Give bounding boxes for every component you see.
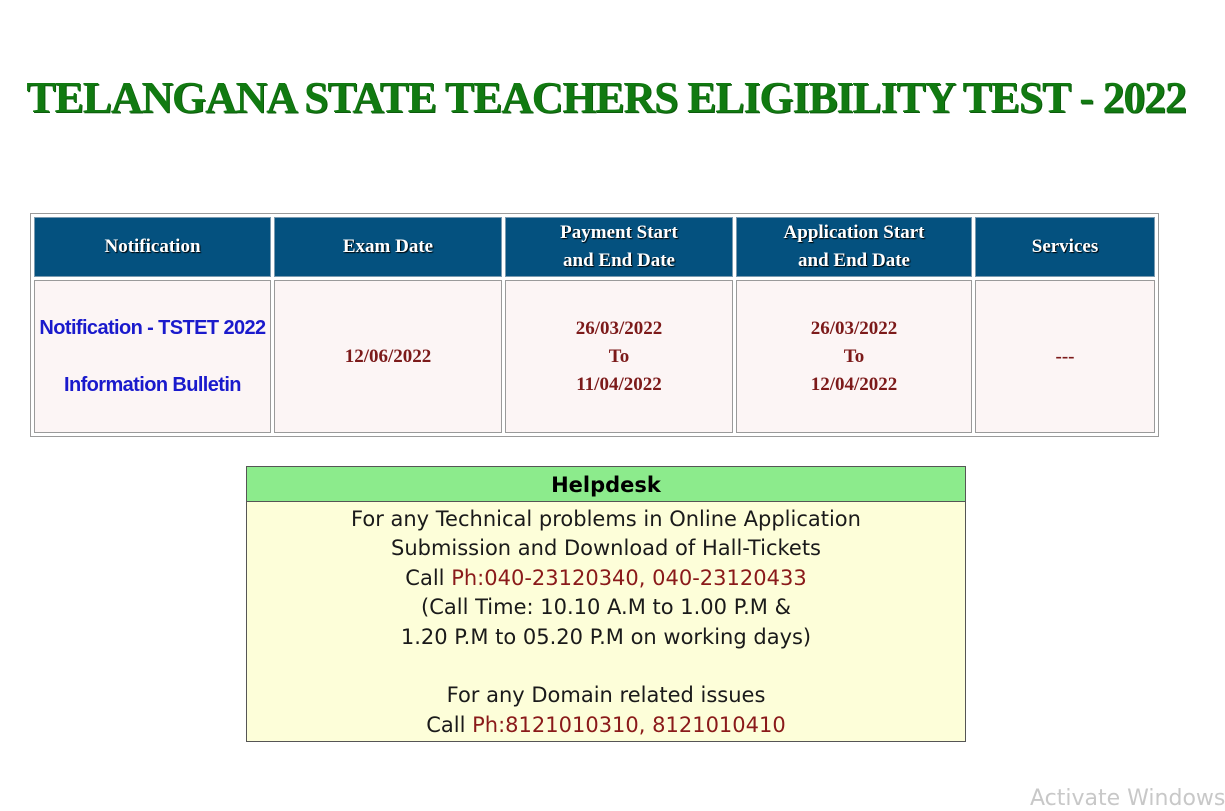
exam-date-value: 12/06/2022 (344, 345, 432, 367)
information-bulletin-link[interactable]: Information Bulletin (64, 374, 241, 396)
header-payment-line1: Payment Start (560, 222, 678, 243)
header-application-dates (736, 217, 972, 277)
activate-windows-watermark: Activate Windows (1030, 786, 1225, 811)
helpdesk-title: Helpdesk (247, 467, 965, 502)
payment-to-label: To (608, 345, 630, 367)
schedule-table (30, 213, 1159, 437)
helpdesk-line-domain: For any Domain related issues (446, 683, 766, 708)
technical-phone-numbers: Ph:040-23120340, 040-23120433 (451, 565, 807, 590)
notification-cell (34, 280, 271, 433)
services-cell (975, 280, 1155, 433)
payment-end-date: 11/04/2022 (576, 373, 662, 395)
header-exam-date (274, 217, 502, 277)
helpdesk-line-submission: Submission and Download of Hall-Tickets (390, 536, 822, 561)
helpdesk-body (247, 502, 965, 740)
helpdesk-domain-call (247, 711, 965, 740)
domain-phone-numbers: Ph:8121010310, 8121010410 (472, 712, 786, 737)
helpdesk-spacer (247, 652, 965, 681)
payment-dates-cell (505, 280, 733, 433)
call-label: Call (405, 565, 452, 590)
table-row (34, 280, 1155, 433)
payment-start-date: 26/03/2022 (575, 317, 663, 339)
helpdesk-box (246, 466, 966, 742)
helpdesk-line-technical: For any Technical problems in Online Application (351, 507, 861, 531)
notification-link[interactable]: Notification - TSTET 2022 (39, 317, 266, 339)
application-end-date: 12/04/2022 (810, 373, 898, 395)
header-payment-dates (505, 217, 733, 277)
table-header-row (34, 217, 1155, 277)
header-application-line1: Application Start (783, 222, 925, 243)
exam-date-cell (274, 280, 502, 433)
header-services (975, 217, 1155, 277)
helpdesk-technical-call (247, 564, 965, 593)
helpdesk-line-call-time: (Call Time: 10.10 A.M to 1.00 P.M & (421, 595, 791, 620)
application-to-label: To (843, 345, 865, 367)
application-dates-cell (736, 280, 972, 433)
application-start-date: 26/03/2022 (810, 317, 898, 339)
services-value: --- (1055, 345, 1075, 367)
header-payment-line2: and End Date (563, 250, 675, 271)
helpdesk-line-working-days: 1.20 P.M to 05.20 P.M on working days) (400, 624, 812, 649)
call-label: Call (426, 712, 473, 737)
header-notification-label: Notification (104, 236, 201, 257)
header-services-label: Services (1031, 236, 1099, 257)
header-application-line2: and End Date (798, 250, 910, 271)
header-notification (34, 217, 271, 277)
page-title: TELANGANA STATE TEACHERS ELIGIBILITY TEST - 2022 (26, 73, 1186, 122)
header-exam-date-label: Exam Date (342, 236, 434, 257)
